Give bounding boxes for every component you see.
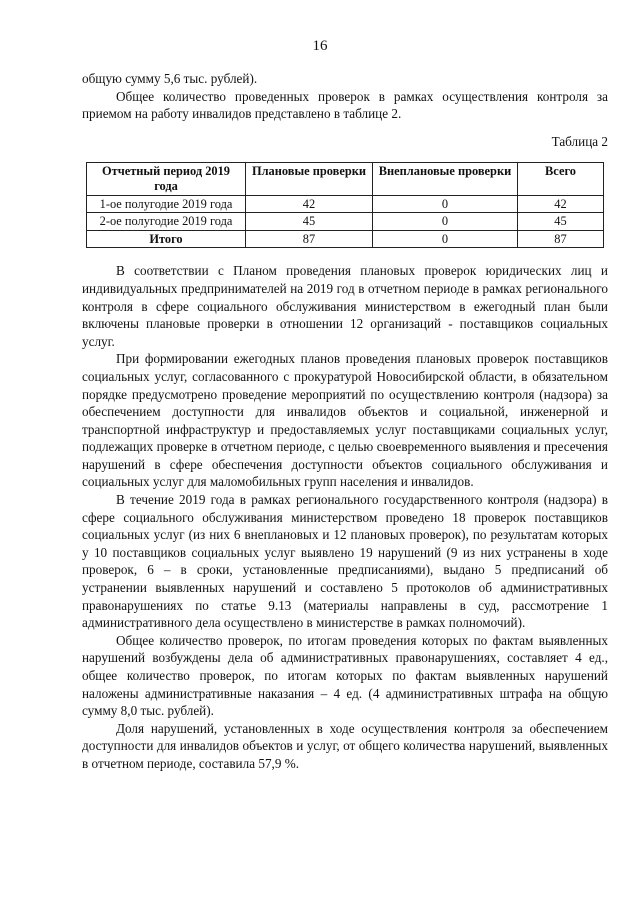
table-cell: 0 xyxy=(373,195,518,213)
paragraphs-after-table xyxy=(82,262,608,772)
paragraph-table-intro: Общее количество проведенных проверок в рамках осуществления контроля за приемом на работу инвалидов представлено в таблице 2. xyxy=(82,88,608,122)
table-header-total: Всего xyxy=(518,163,604,195)
table-cell: 45 xyxy=(246,213,373,231)
paragraph: При формировании ежегодных планов проведения плановых проверок поставщиков социальных услуг, согласованного с прокуратурой Новосибирской области, в обязательном порядке предусмотрено проведение мероприятий по осуществлению контроля (надзора) за обеспечением доступности для инвалидов объектов и социальной, инженерной и транспортной инфраструктур и предоставляемых услуг поставщиками социальных услуг, подлежащих проверке в отчетном периоде, с целью своевременного выявления и пресечения нарушений в сфере обеспечения доступности объектов социального обслуживания и социальных услуг для маломобильных групп населения и инвалидов. xyxy=(82,351,608,490)
table-row xyxy=(87,213,604,231)
page-number: 16 xyxy=(312,38,328,54)
table-header-period: Отчетный период 2019 года xyxy=(87,163,246,195)
table-caption: Таблица 2 xyxy=(551,133,608,149)
table-header-planned: Плановые проверки xyxy=(246,163,373,195)
paragraph-continuation: общую сумму 5,6 тыс. рублей). xyxy=(82,71,258,86)
inspections-table xyxy=(86,162,604,248)
paragraph: В соответствии с Планом проведения плановых проверок юридических лиц и индивидуальных предпринимателей на 2019 год в отчетном периоде в рамках регионального контроля в сфере социального обслуживания министерством в ежегодный план были включены плановые проверки в отношении 12 организаций - поставщиков социальных услуг. xyxy=(82,263,608,349)
table-cell-total-label: Итого xyxy=(87,230,246,248)
table-cell: 42 xyxy=(246,195,373,213)
paragraph: Общее количество проверок, по итогам проведения которых по фактам выявленных нарушений возбуждены дела об административных правонарушениях, составляет 4 ед., общее количество проверок, по итогам которых по фактам выявленных нарушений наложены административные наказания – 4 ед. (4 административных штрафа на общую сумму 8,0 тыс. рублей). xyxy=(82,632,608,719)
table-cell: 87 xyxy=(246,230,373,248)
table-cell: 42 xyxy=(518,195,604,213)
table-cell: 45 xyxy=(518,213,604,231)
table-cell: 1-ое полугодие 2019 года xyxy=(87,195,246,213)
paragraph: Доля нарушений, установленных в ходе осуществления контроля за обеспечением доступности для инвалидов объектов и услуг, от общего количества нарушений, выявленных в отчетном периоде, составила 57,9 %. xyxy=(82,720,608,771)
table-row xyxy=(87,195,604,213)
document-body xyxy=(82,70,608,773)
paragraph: В течение 2019 года в рамках регионального государственного контроля (надзора) в сфере социального обслуживания министерством проведено 18 проверок поставщиков социальных услуг (из них 6 внеплановых и 12 плановых проверок), по результатам которых у 10 поставщиков социальных услуг выявлено 19 нарушений (9 из них устранены в ходе проверок, 6 – в сроки, установленные предписаниями), выдано 5 предписаний об устранении выявленных нарушений и составлено 5 протоколов об административных правонарушениях по статье 9.13 (материалы направлены в суд, рассмотрение 1 административного дела осуществлено в министерстве в рамках полномочий). xyxy=(82,492,608,631)
table-cell: 0 xyxy=(373,213,518,231)
table-total-row xyxy=(87,230,604,248)
table-header-row xyxy=(87,163,604,195)
table-cell: 2-ое полугодие 2019 года xyxy=(87,213,246,231)
table-cell: 87 xyxy=(518,230,604,248)
table-cell: 0 xyxy=(373,230,518,248)
table-header-unplanned: Внеплановые проверки xyxy=(373,163,518,195)
